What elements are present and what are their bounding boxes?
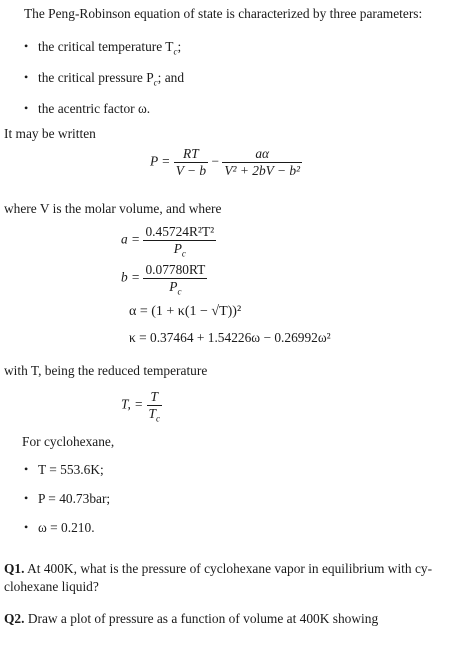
bullet-dot: • [24, 39, 29, 53]
equation-alpha: α = (1 + κ(1 − √T))² [129, 304, 242, 319]
cyclo-critical-pressure: P = 40.73bar; [38, 491, 111, 506]
intro-text: The Peng-Robinson equation of state is characterized by three parameters: [24, 6, 423, 21]
param-acentric-factor: the acentric factor ω. [38, 101, 151, 116]
equation-kappa: κ = 0.37464 + 1.54226ω − 0.26992ω² [129, 330, 331, 345]
cyclo-acentric-factor: ω = 0.210. [38, 520, 95, 535]
cyclohexane-heading: For cyclohexane, [22, 434, 115, 449]
bullet-dot: • [24, 70, 29, 84]
bullet-dot: • [24, 520, 29, 534]
bullet-dot: • [24, 491, 29, 505]
equation-b: b = $\frac{0.07780RT}{P_c}$ [121, 262, 206, 297]
reduced-temperature-text: with T, being the reduced temperature [4, 363, 208, 378]
equation-a: a = $\frac{\text{0.45724R²T²}}{P_c}$ [121, 224, 215, 259]
equation-reduced-temperature: T, = $\frac{T}{T_c}$ [121, 389, 160, 424]
question-1: Q1. At 400K, what is the pressure of cyclohexane vapor in equilibrium with cy- [4, 561, 433, 576]
peng-robinson-equation: P = $\frac{RT}{V - b}$ − $\frac{a\alpha}{\text{V² + 2bV − b²}}$ [150, 146, 301, 178]
cyclo-critical-temperature: T = 553.6K; [38, 462, 104, 477]
where-molar-volume-text: where V is the molar volume, and where [4, 201, 222, 216]
bullet-dot: • [24, 462, 29, 476]
param-critical-temperature: the critical temperature $T_c$; [38, 39, 182, 57]
may-be-written-text: It may be written [4, 126, 96, 141]
param-critical-pressure: the critical pressure $P_c$; and [38, 70, 185, 88]
bullet-dot: • [24, 101, 29, 115]
question-1-continued: clohexane liquid? [4, 579, 99, 594]
question-2: Q2. Draw a plot of pressure as a function of volume at 400K showing [4, 611, 379, 626]
